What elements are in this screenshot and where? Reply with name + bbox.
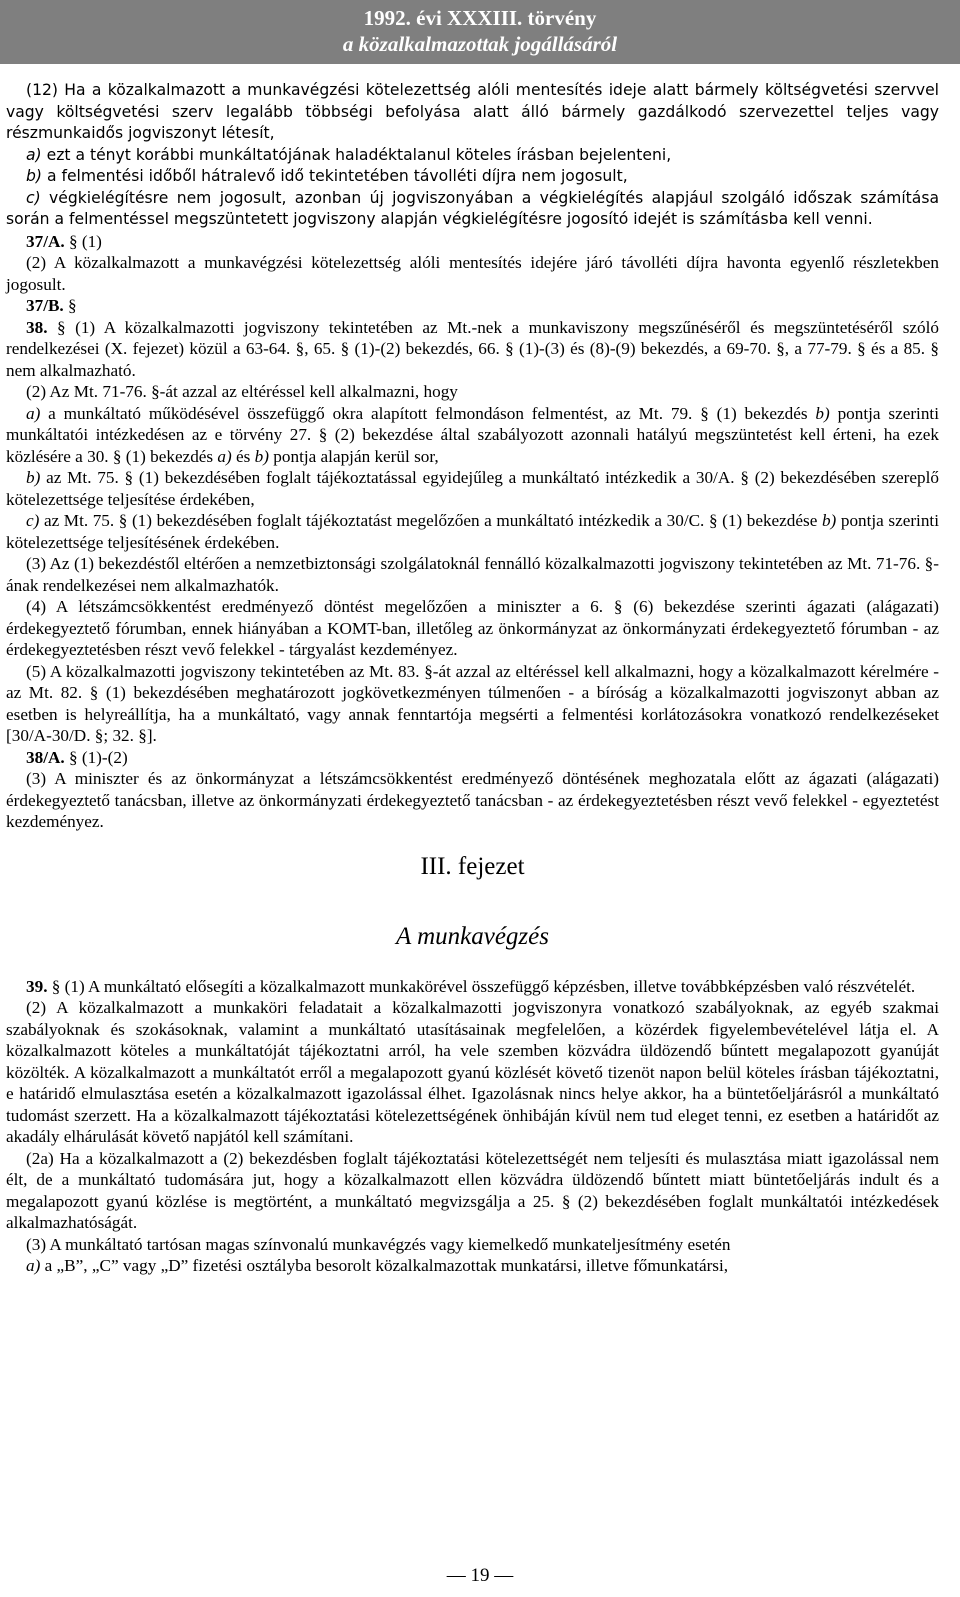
chapter-heading: III. fejezet (420, 852, 525, 880)
document-body (6, 80, 939, 1277)
paragraph-text: § (1) (64, 231, 102, 251)
paragraph-text: (2) A közalkalmazott a munkaköri feladatait a közalkalmazotti jogviszonyra vonatkozó szabályoknak, az egyéb szakmai szabályoknak és szokásoknak, valamint a munkáltató utasításainak megfelelően, a közérdek figyelembevételével látja el. A közalkalmazott köteles a munkáltatóját tájékoztatni arról, ha vele szemben közvádra üldözendő bűntett megalapozott gyanúját közölték. A közalkalmazott a munkáltatót erről a megalapozott gyanú közlését követő tizenöt napon belül köteles írásban tájékoztatni, e határidő elmulasztása esetén a közalkalmazott igazolással élhet. Igazolásnak nincs helye akkor, ha a büntetőeljárásról a munkáltató tudomást szerzett. Ha a közalkalmazott tájékoztatási kötelezettségének önhibáján kívül nem tud eleget tenni, ez esetben a határidőt az akadály elhárulását követő napjától kell számítani. (6, 998, 939, 1146)
paragraph-text: § (1)-(2) (64, 747, 128, 767)
paragraph-12 (6, 80, 939, 145)
point-reference: a) (217, 446, 232, 466)
paragraph-text: a felmentési időből hátralevő idő tekintetében távolléti díjra nem jogosult, (41, 167, 628, 185)
point-label: a) (26, 145, 42, 164)
page-header (0, 0, 960, 64)
paragraph-text: a munkáltató működésével összefüggő okra alapított felmondáson felmentést, az Mt. 79. § (1) bekezdés (40, 403, 816, 423)
section-39-3a (6, 1255, 939, 1277)
section-number: 39. (26, 976, 48, 996)
paragraph-12b (6, 166, 939, 188)
section-38-5 (6, 661, 939, 747)
section-38-2a (6, 403, 939, 468)
paragraph-text: § (1) A munkáltató elősegíti a közalkalmazott munkakörével összefüggő képzésben, illetve továbbképzésben való részvételét. (47, 976, 916, 996)
section-number: 38/A. (26, 747, 65, 767)
point-label: c) (26, 188, 41, 207)
paragraph-text: a „B”, „C” vagy „D” fizetési osztályba besorolt közalkalmazottak munkatársi, illetve főmunkatársi, (40, 1256, 729, 1275)
paragraph-text: és (231, 446, 255, 466)
point-label: a) (26, 1256, 41, 1275)
paragraph-text: (3) A miniszter és az önkormányzat a létszámcsökkentést eredményező döntésének meghozatala előtt az ágazati (alágazati) érdekegyeztető tanácsban, illetve az önkormányzati érdekegyeztető tanácsban - az érdekegyeztetésben részt vevő felekkel - egyeztetést kezdeményez. (6, 769, 939, 831)
section-37b (6, 295, 939, 317)
section-38-2b (6, 467, 939, 510)
section-39-3 (6, 1234, 939, 1256)
paragraph-text: (2) A közalkalmazott a munkavégzési kötelezettség alóli mentesítés idejére járó távolléti díjra havonta egyenlő részletekben jogosult. (6, 253, 939, 294)
paragraph-text: (2a) Ha a közalkalmazott a (2) bekezdésben foglalt tájékoztatási kötelezettségét nem teljesíti és mulasztása miatt igazolással nem élt, de a munkáltató tudomására jut, hogy a közalkalmazott ellen közvádra üldözendő bűntett miatt büntetőeljárás indult és a megalapozott gyanú közlése is megtörtént, a munkáltató megvizsgálja a 25. § (2) bekezdésében foglalt munkáltatói intézkedések alkalmazhatóságát. (6, 1148, 939, 1232)
paragraph-text: pontja szerinti munkáltatói intézkedésen az e törvény 27. § (2) bekezdése által szabályozott azonnali hatályú megszüntetést kell érteni, ha ezek közlésére a 30. § (1) bekezdés (6, 403, 939, 466)
section-38-4 (6, 596, 939, 661)
point-reference: b) (254, 446, 269, 466)
page-number: — 19 — (446, 1565, 514, 1586)
point-label: b) (26, 167, 42, 185)
paragraph-text: az Mt. 75. § (1) bekezdésében foglalt tájékoztatást megelőzően a munkáltató intézkedik a 30/C. § (1) bekezdése (39, 511, 822, 530)
section-39-2a (6, 1148, 939, 1234)
paragraph-12a (6, 145, 939, 167)
paragraph-text: § (1) A közalkalmazotti jogviszony tekintetében az Mt.-nek a munkaviszony megszűnéséről és megszüntetéséről szóló rendelkezései (X. fejezet) közül a 63-64. §, 65. § (1)-(2) bekezdés, 66. § (1)-(3) és (8)-(9) bekezdés, a 69-70. §, a 77-79. § és a 85. § nem alkalmazható. (6, 317, 939, 380)
section-number: 37/A. (26, 231, 65, 251)
section-37a-2 (6, 252, 939, 295)
point-reference: b) (821, 511, 837, 530)
paragraph-text: (3) Az (1) bekezdéstől eltérően a nemzetbiztonsági szolgálatoknál fennálló közalkalmazotti jogviszony tekintetében az Mt. 71-76. §-ának rendelkezései nem alkalmazhatók. (6, 554, 939, 595)
section-39 (6, 976, 939, 998)
point-label: b) (26, 468, 41, 487)
section-37a (6, 231, 939, 253)
section-38a (6, 747, 939, 769)
paragraph-12c (6, 188, 939, 231)
paragraph-text: (3) A munkáltató tartósan magas színvonalú munkavégzés vagy kiemelkedő munkateljesítmény esetén (26, 1234, 731, 1254)
paragraph-text: (4) A létszámcsökkentést eredményező döntést megelőzően a miniszter a 6. § (6) bekezdése szerinti ágazati (alágazati) érdekegyeztető fórumban, ennek hiányában a KOMT-ban, illetőleg az önkormányzat az önkormányzati érdekegyeztető fórumban - az érdekegyeztetésben részt vevő felekkel - tárgyalást kezdeményez. (6, 597, 939, 659)
paragraph-text: ezt a tényt korábbi munkáltatójának haladéktalanul köteles írásban bejelenteni, (41, 145, 672, 164)
paragraph-text: pontja alapján kerül sor, (268, 446, 439, 466)
paragraph-text: § (63, 296, 77, 315)
point-label: c) (26, 511, 40, 530)
paragraph-text: pontja szerinti kötelezettsége teljesítésének érdekében. (6, 511, 939, 552)
section-number: 38. (26, 317, 48, 337)
section-38-2c (6, 510, 939, 553)
paragraph-text: végkielégítésre nem jogosult, azonban új jogviszonyában a végkielégítés alapjául szolgáló időszak számítása során a felmentéssel megszüntetett jogviszony alapján végkielégítésre jogosító idejét is számításba kell venni. (6, 188, 939, 228)
section-38-3 (6, 553, 939, 596)
header-law-title: 1992. évi XXXIII. törvény (363, 6, 597, 30)
section-39-2 (6, 997, 939, 1148)
point-reference: b) (815, 403, 830, 423)
paragraph-text: (2) Az Mt. 71-76. §-át azzal az eltéréssel kell alkalmazni, hogy (26, 382, 458, 401)
point-label: a) (26, 403, 41, 423)
paragraph-text: (5) A közalkalmazotti jogviszony tekintetében az Mt. 83. §-át azzal az eltéréssel kell alkalmazni, hogy a közalkalmazott kérelmére - az Mt. 82. § (1) bekezdésében meghatározott jogkövetkezményen túlmenően - a bíróság a közalkalmazotti jogviszonyt abban az esetben is helyreállítja, ha a munkáltató, vagy annak fenntartója megsérti a felmentési korlátozásokra vonatkozó rendelkezéseket [30/A-30/D. §; 32. §]. (6, 661, 939, 745)
paragraph-text: (12) Ha a közalkalmazott a munkavégzési kötelezettség alóli mentesítés ideje alatt bármely költségvetési szervvel vagy költségvetési szerv legalább többségi befolyása alatt álló bármely gazdálkodó szervezettel teljes vagy részmunkaidős jogviszonyt létesít, (6, 81, 939, 142)
paragraph-text: az Mt. 75. § (1) bekezdésében foglalt tájékoztatással egyidejűleg a munkáltató intézkedik a 30/A. § (2) bekezdésében szereplő kötelezettsége teljesítése érdekében, (6, 468, 939, 509)
section-38a-3 (6, 768, 939, 833)
header-law-subtitle: a közalkalmazottak jogállásáról (342, 32, 618, 56)
section-38-2 (6, 381, 939, 403)
section-38 (6, 317, 939, 382)
section-number: 37/B. (26, 296, 64, 315)
chapter-title: A munkavégzés (396, 922, 549, 950)
